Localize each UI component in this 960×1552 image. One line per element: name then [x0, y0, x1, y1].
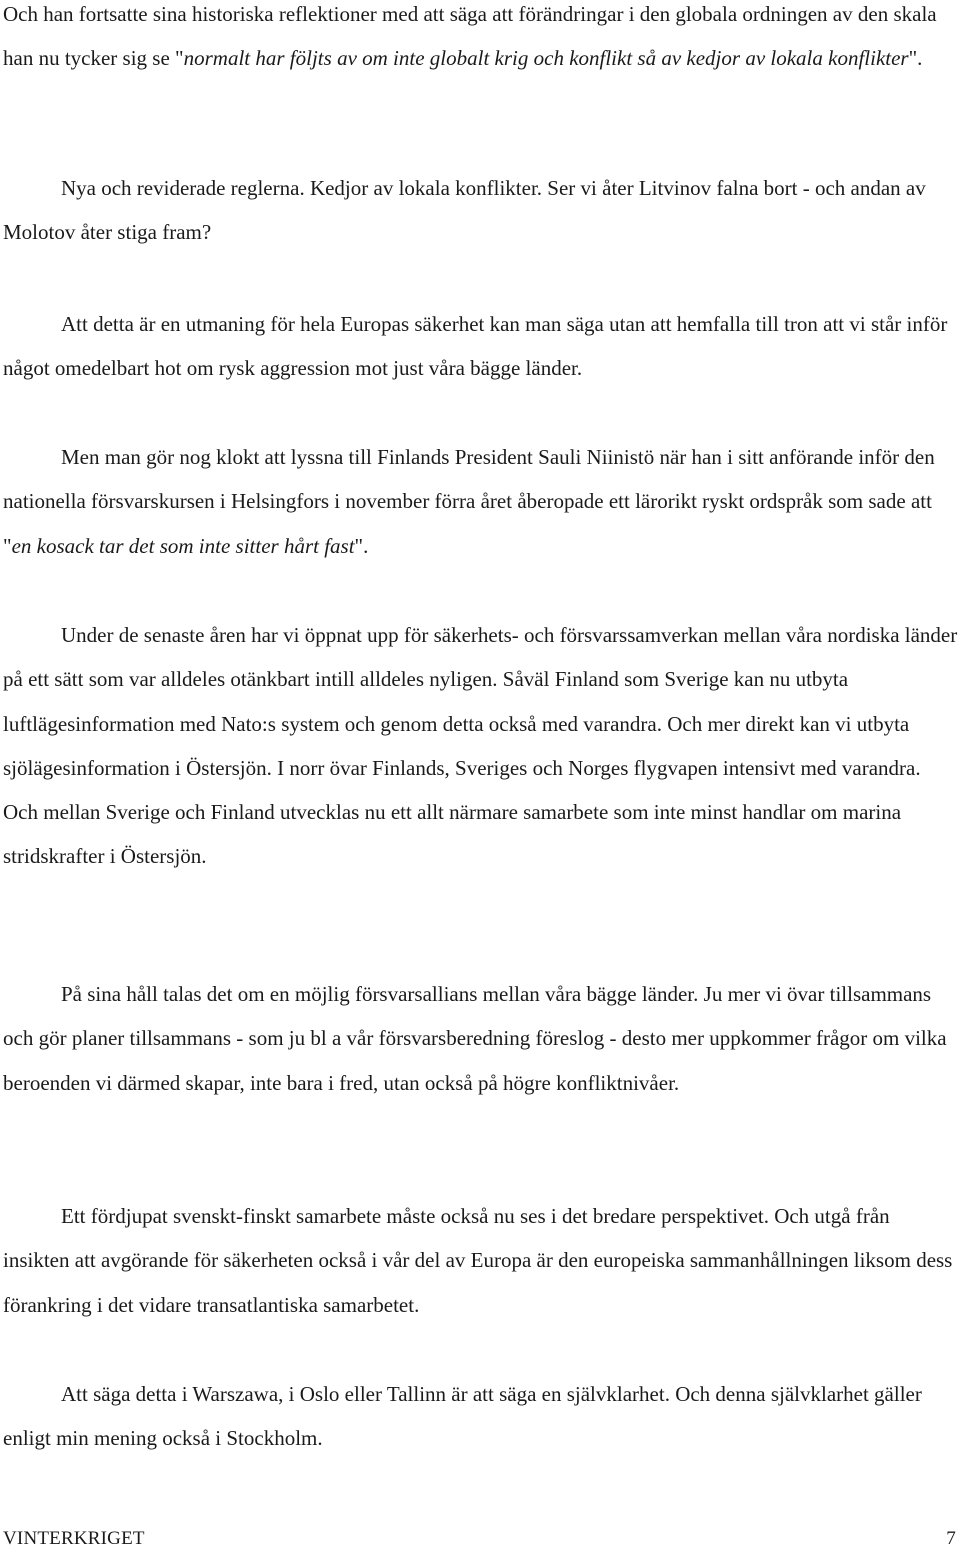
- paragraph-1-text-a: Och han fortsatte sina historiska reflektioner med att säga att förändringar i den globala ordningen av den skala han nu tycker sig se ": [3, 2, 937, 71]
- paragraph-3: Att detta är en utmaning för hela Europas säkerhet kan man säga utan att hemfalla till tron att vi står inför något omedelbart hot om rysk aggression mot just våra bägge länder.: [3, 312, 948, 381]
- paragraph-4: [3, 435, 960, 568]
- paragraph-1-text-b: ".: [908, 46, 923, 71]
- paragraph-5: Under de senaste åren har vi öppnat upp för säkerhets- och försvarssamverkan mellan våra nordiska länder på ett sätt som var alldeles otänkbart intill alldeles nyligen. Såväl Finland som Sverige kan nu utbyta luftlägesinformation med Nato:s system och genom detta också med varandra. Och mer direkt kan vi utbyta sjölägesinformation i Östersjön. I norr övar Finlands, Sveriges och Norges flygvapen intensivt med varandra. Och mellan Sverige och Finland utvecklas nu ett allt närmare samarbete som inte minst handlar om marina stridskrafter i Östersjön.: [3, 623, 958, 869]
- paragraph-1-quote: normalt har följts av om inte globalt krig och konflikt så av kedjor av lokala konflikter: [183, 46, 909, 71]
- paragraph-4-text-b: ".: [354, 533, 369, 558]
- paragraph-4-quote: en kosack tar det som inte sitter hårt fast: [11, 533, 355, 558]
- paragraph-7: Ett fördjupat svenskt-finskt samarbete måste också nu ses i det bredare perspektivet. Och utgå från insikten att avgörande för säkerheten också i vår del av Europa är den europeiska sammanhållningen liksom dess förankring i det vidare transatlantiska samarbetet.: [3, 1204, 953, 1317]
- paragraph-1: [3, 0, 960, 81]
- paragraph-8: Att säga detta i Warszawa, i Oslo eller Tallinn är att säga en självklarhet. Och denna självklarhet gäller enligt min mening också i Stockholm.: [3, 1382, 922, 1451]
- paragraph-4-text-a: Men man gör nog klokt att lyssna till Finlands President Sauli Niinistö när han i sitt anförande inför den nationella försvarskursen i Helsingfors i november förra året åberopade ett lärorikt ryskt ordspråk som sade att ": [3, 445, 935, 558]
- paragraph-6: På sina håll talas det om en möjlig försvarsallians mellan våra bägge länder. Ju mer vi övar tillsammans och gör planer tillsammans - som ju bl a vår försvarsberedning föreslog - desto mer uppkommer frågor om vilka beroenden vi därmed skapar, inte bara i fred, utan också på högre konfliktnivåer.: [3, 982, 947, 1095]
- paragraph-2: Nya och reviderade reglerna. Kedjor av lokala konflikter. Ser vi åter Litvinov falna bort - och andan av Molotov åter stiga fram?: [3, 176, 926, 245]
- page-number: 7: [946, 1528, 956, 1549]
- footer-title: VINTERKRIGET: [3, 1528, 145, 1549]
